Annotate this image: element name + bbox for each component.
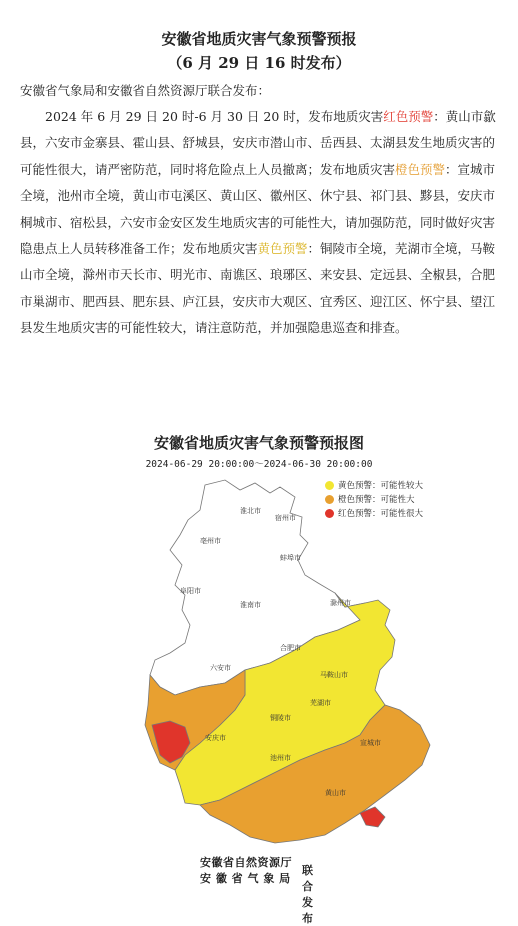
document-subtitle: （6 月 29 日 16 时发布） — [167, 54, 351, 72]
document-title: 安徽省地质灾害气象预警预报 — [161, 30, 357, 48]
footer-joint: 联合发布 — [302, 864, 313, 925]
footer — [200, 855, 313, 925]
label-anqing: 安庆市 — [205, 734, 226, 742]
label-chizhou: 池州市 — [270, 754, 291, 762]
warning-paragraph — [20, 104, 498, 342]
legend-orange-label: 橙色预警：可能性大 — [338, 495, 415, 505]
label-huangshan: 黄山市 — [325, 789, 346, 797]
label-tongling: 铜陵市 — [270, 714, 291, 722]
label-hefei: 合肥市 — [280, 644, 301, 652]
label-bengbu: 蚌埠市 — [280, 554, 301, 562]
red-pre-text: 2024 年 6 月 29 日 20 时-6 月 30 日 20 时，发布地质灾害 — [45, 109, 384, 124]
label-chuzhou: 滁州市 — [330, 599, 351, 607]
legend-red-label: 红色预警：可能性很大 — [338, 509, 424, 519]
orange-post-text: ：宣城市全境，池州市全境，黄山市屯溪区、黄山区、徽州区、休宁县、祁门县、黟县，安庆市桐城市、宿松县，六安市金安区发生地质灾害的可能性大，请加强防范，同时做好灾害隐患点上人员转移准备工作；发布地质灾害 — [20, 161, 496, 257]
label-xuancheng: 宣城市 — [360, 739, 381, 747]
label-bozhou: 亳州市 — [200, 537, 221, 545]
label-huainan: 淮南市 — [240, 601, 261, 609]
label-huaibei: 淮北市 — [240, 507, 261, 515]
red-warning-label: 红色预警 — [383, 109, 434, 124]
footer-org2: 安 徽 省 气 象 局 — [200, 872, 291, 885]
label-fuyang: 阜阳市 — [180, 587, 201, 595]
yellow-post-text: ：铜陵市全境，芜湖市全境，马鞍山市全境，滁州市天长市、明光市、南谯区、琅琊区、来安县、定远县、全椒县，合肥市巢湖市、肥西县、肥东县、庐江县，安庆市大观区、宜秀区、迎江区、怀宁县、望江县发生地质灾害的可能性较大，请注意防范，并加强隐患巡查和排查。 — [20, 241, 496, 336]
map-time-range: 2024-06-29 20:00:00～2024-06-30 20:00:00 — [145, 459, 373, 470]
map-title: 安徽省地质灾害气象预警预报图 — [153, 434, 364, 452]
legend-yellow-label: 黄色预警：可能性较大 — [338, 481, 424, 491]
yellow-warning-label: 黄色预警 — [257, 241, 308, 257]
label-suzhou: 宿州市 — [275, 514, 296, 522]
label-wuhu: 芜湖市 — [310, 699, 331, 707]
red-post-text: ：黄山市歙县，六安市金寨县、霍山县、舒城县，安庆市潜山市、岳西县、太湖县发生地质灾害的可能性很大，请严密防范，同时将危险点上人员撤离；发布地质灾害 — [20, 109, 496, 177]
warning-map — [130, 425, 460, 855]
orange-warning-label: 橙色预警 — [395, 161, 446, 177]
label-maanshan: 马鞍山市 — [320, 671, 348, 679]
label-luan: 六安市 — [210, 664, 231, 672]
intro-text: 安徽省气象局和安徽省自然资源厅联合发布： — [20, 83, 271, 98]
footer-org1: 安徽省自然资源厅 — [200, 856, 292, 869]
